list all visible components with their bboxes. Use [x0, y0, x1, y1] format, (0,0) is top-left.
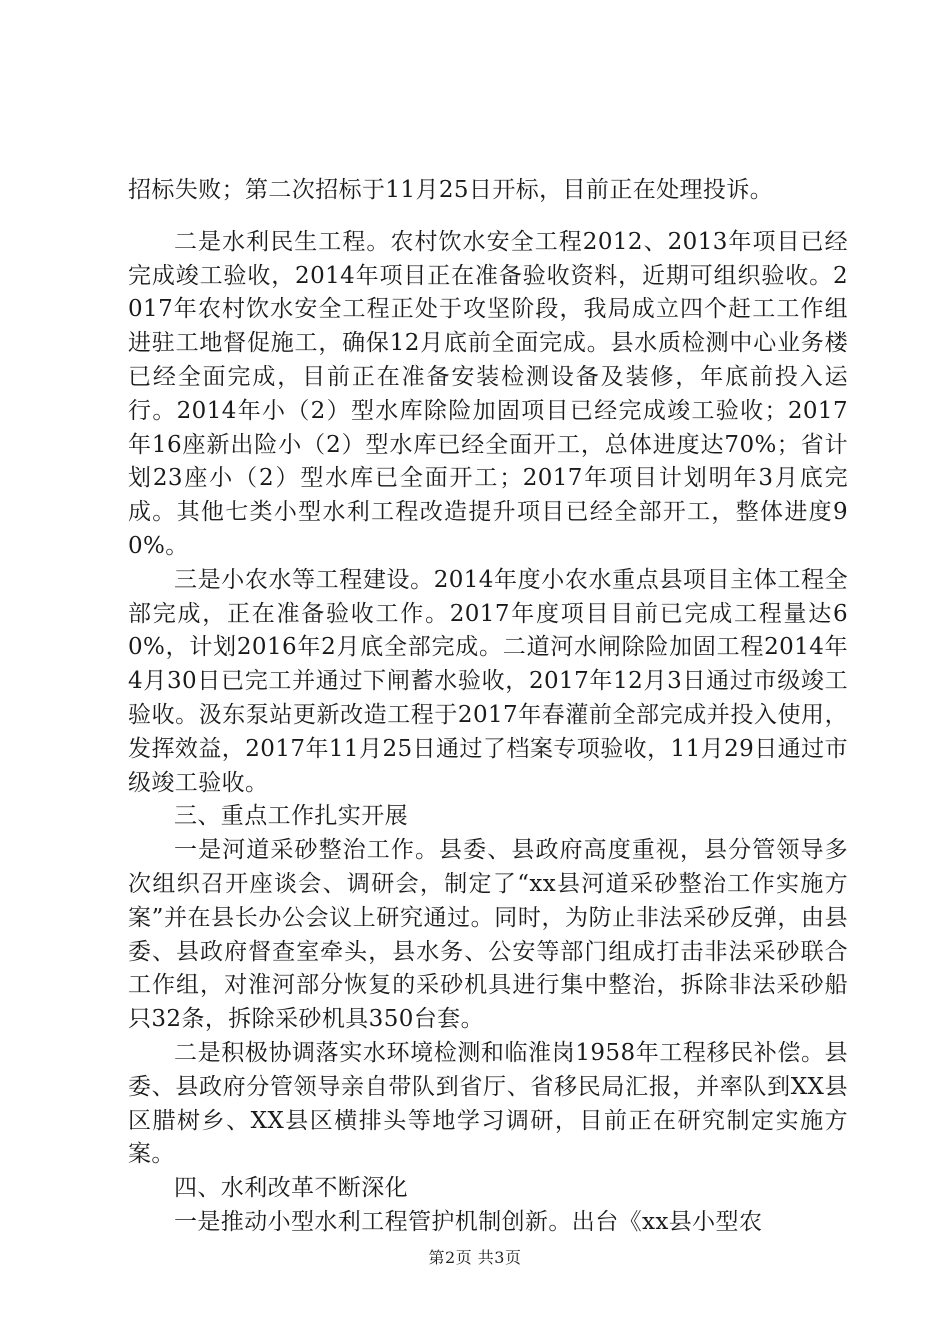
paragraph-water-livelihood: 二是水利民生工程。农村饮水安全工程2012、2013年项目已经完成竣工验收，2014年项目正在准备验收资料，近期可组织验收。2017年农村饮水安全工程正处于攻坚阶段，我局成立四个赶工工作组进驻工地督促施工，确保12月底前全面完成。县水质检测中心业务楼已经全面完成，目前正在准备安装检测设备及装修，年底前投入运行。2014年小（2）型水库除险加固项目已经完成竣工验收；2017年16座新出险小（2）型水库已经全面开工，总体进度达70%；省计划23座小（2）型水库已全面开工；2017年项目计划明年3月底完成。其他七类小型水利工程改造提升项目已经全部开工，整体进度90%。: [128, 228, 848, 559]
section-heading-reform: 四、水利改革不断深化: [174, 1175, 408, 1202]
paragraph-management-innovation: 一是推动小型水利工程管护机制创新。出台《xx县小型农: [174, 1208, 763, 1235]
document-body: [128, 174, 848, 1240]
section-heading-key-work: 三、重点工作扎实开展: [174, 803, 408, 830]
paragraph-sand-mining: 一是河道采砂整治工作。县委、县政府高度重视，县分管领导多次组织召开座谈会、调研会，制定了“xx县河道采砂整治工作实施方案”并在县长办公会议上研究通过。同时，为防止非法采砂反弹，由县委、县政府督查室牵头，县水务、公安等部门组成打击非法采砂联合工作组，对淮河部分恢复的采砂机具进行集中整治，拆除非法采砂船只32条，拆除采砂机具350台套。: [128, 837, 848, 1033]
paragraph-resettlement: 二是积极协调落实水环境检测和临淮岗1958年工程移民补偿。县委、县政府分管领导亲自带队到省厅、省移民局汇报，并率队到XX县区腊树乡、XX县区横排头等地学习调研，目前正在研究制定实施方案。: [128, 1039, 848, 1168]
page-number-footer: 第2页 共3页: [428, 1248, 522, 1267]
paragraph-farmland-water: 三是小农水等工程建设。2014年度小农水重点县项目主体工程全部完成，正在准备验收工作。2017年度项目目前已完成工程量达60%，计划2016年2月底全部完成。二道河水闸除险加固工程2014年4月30日已完工并通过下闸蓄水验收，2017年12月3日通过市级竣工验收。汲东泵站更新改造工程于2017年春灌前全部完成并投入使用，发挥效益，2017年11月25日通过了档案专项验收，11月29日通过市级竣工验收。: [128, 566, 848, 796]
paragraph-continuation: 招标失败；第二次招标于11月25日开标，目前正在处理投诉。: [128, 177, 774, 203]
